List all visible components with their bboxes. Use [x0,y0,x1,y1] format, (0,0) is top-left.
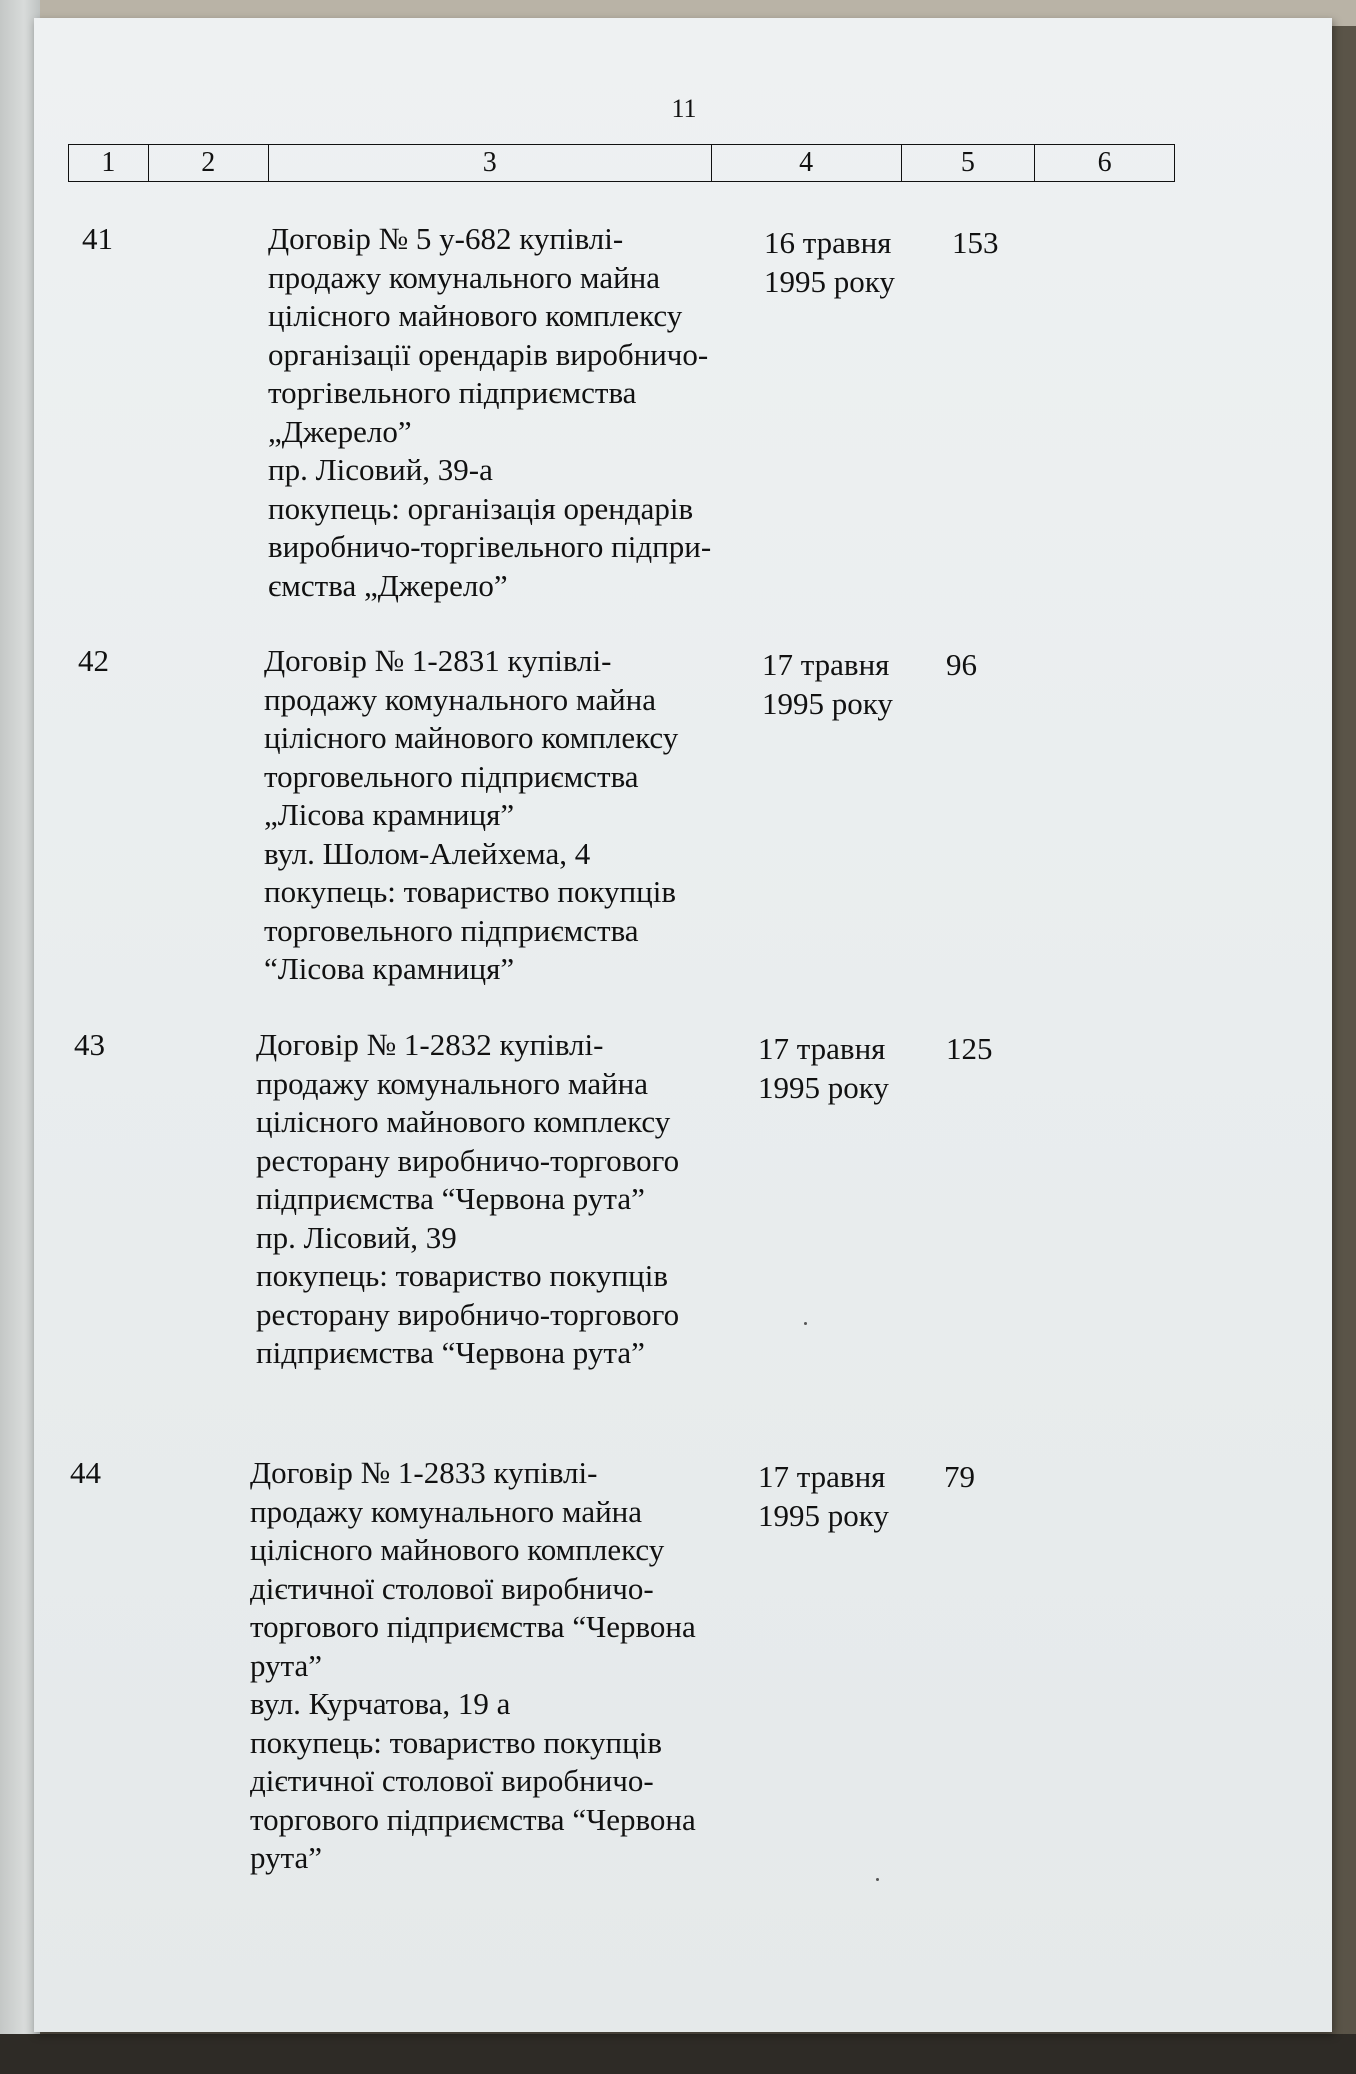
description-line: цілісного майнового комплексу [250,1532,665,1567]
description-line: вул. Шолом-Алейхема, 4 [264,835,591,871]
document-page [34,18,1332,2032]
entry-description [264,642,784,989]
description-line: Договір № 5 у-682 купівлі- [268,221,624,256]
paper-speck [876,1878,879,1881]
entry-description [268,220,788,605]
date-line: 1995 року [762,685,893,721]
entry-date [762,646,922,723]
column-header-6: 6 [1097,147,1112,178]
entry-number: 44 [70,1455,101,1490]
description-line: пр. Лісовий, 39-а [268,452,493,487]
description-line: рута” [250,1647,323,1683]
date-line: 1995 року [764,263,895,299]
description-line: “Лісова крамниця” [264,951,515,986]
description-line: ємства „Джерело” [268,567,508,603]
entry-pages: 79 [944,1459,975,1494]
description-line: ресторану виробничо-торгового [256,1296,680,1332]
entry-date [758,1458,918,1535]
description-line: Договір № 1-2833 купівлі- [250,1455,598,1490]
date-line: 17 травня [758,1031,886,1066]
description-line: цілісного майнового комплексу [268,298,683,333]
page-number: 11 [671,94,697,123]
description-line: торговельного підприємства [264,758,639,794]
entry-description [256,1026,776,1373]
column-header-1: 1 [69,145,149,181]
description-line: виробничо-торгівельного підпри- [268,529,712,564]
entry-number: 41 [82,221,113,256]
description-line: торгового підприємства “Червона [250,1801,696,1837]
date-line: 17 травня [762,647,890,682]
description-line: покупець: організація орендарів [268,490,694,526]
description-line: продажу комунального майна [250,1493,643,1529]
entry-pages: 125 [946,1031,993,1066]
description-line: дієтичної столової виробничо- [250,1763,654,1798]
description-line: вул. Курчатова, 19 а [250,1686,511,1721]
description-line: „Джерело” [268,413,412,449]
description-line: торгівельного підприємства [268,375,637,410]
description-line: продажу комунального майна [256,1065,649,1101]
description-line: цілісного майнового комплексу [264,720,679,755]
date-line: 16 травня [764,225,892,260]
description-line: організації орендарів виробничо- [268,336,709,372]
table-header-row [68,144,1175,182]
entry-description [250,1454,770,1878]
description-line: пр. Лісовий, 39 [256,1219,457,1255]
description-line: цілісного майнового комплексу [256,1104,671,1139]
description-line: ресторану виробничо-торгового [256,1142,680,1178]
description-line: покупець: товариство покупців [250,1724,662,1760]
date-line: 1995 року [758,1069,889,1105]
date-line: 17 травня [758,1459,886,1494]
entry-pages: 96 [946,647,977,682]
backdrop-bottom [0,2034,1356,2074]
description-line: торгового підприємства “Червона [250,1609,696,1644]
description-line: підприємства “Червона рута” [256,1181,645,1216]
description-line: продажу комунального майна [268,259,661,295]
entry-pages: 153 [952,225,999,260]
description-line: „Лісова крамниця” [264,797,515,832]
entry-date [764,224,924,301]
column-header-3: 3 [269,145,712,181]
description-line: Договір № 1-2831 купівлі- [264,643,612,678]
description-line: покупець: товариство покупців [256,1258,668,1293]
column-header-5: 5 [902,145,1036,181]
entry-date [758,1030,918,1107]
description-line: торговельного підприємства [264,912,639,948]
description-line: продажу комунального майна [264,681,657,717]
description-line: підприємства “Червона рута” [256,1335,645,1370]
description-line: Договір № 1-2832 купівлі- [256,1027,604,1062]
column-header-4: 4 [712,145,902,181]
description-line: покупець: товариство покупців [264,874,676,909]
description-line: дієтичної столової виробничо- [250,1570,654,1606]
date-line: 1995 року [758,1497,889,1533]
column-header-2: 2 [149,145,269,181]
paper-speck [804,1322,807,1325]
entry-number: 43 [74,1027,105,1062]
entry-number: 42 [78,643,109,678]
description-line: рута” [250,1840,323,1875]
